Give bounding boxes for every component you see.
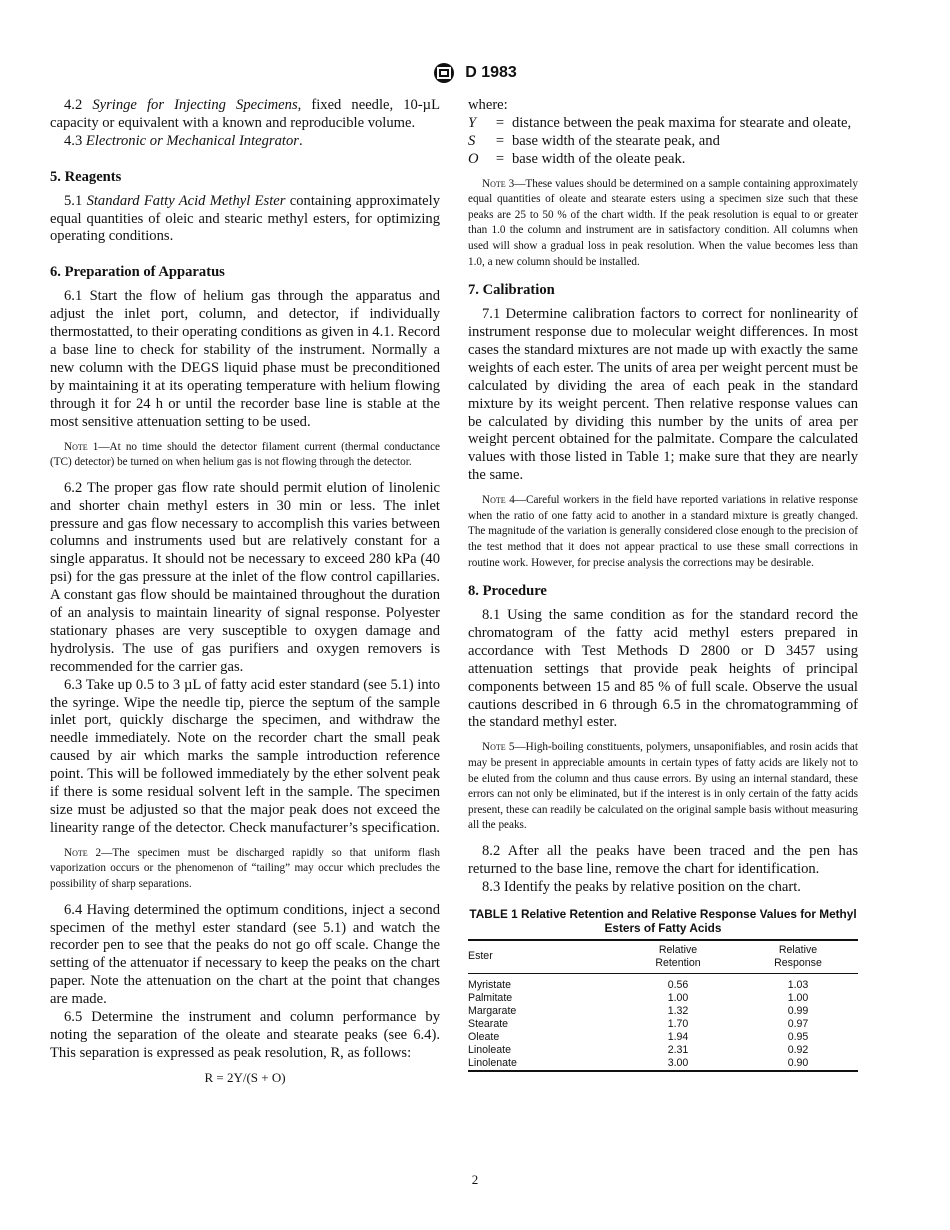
section-8-1: 8.1 Using the same condition as for the standard record the chromatogram of the fatty acid methyl esters prepared in accordance with Test Methods D 2800 or D 3457 using attenuation settings that provide peak heights of principal components between 15 and 85 % of full scale. Observe the usual cautions described in 6 through 6.5 in the chromatogramming of the standard methyl ester. — [468, 607, 858, 731]
variable-definitions — [468, 115, 858, 169]
table-row: Myristate 0.56 1.03 — [468, 978, 809, 991]
note-5: Note 5—High-boiling constituents, polymers, unsaponifiables, and rosin acids that may be present in appreciable amounts in certain types of fatty acids are likely not to be eluted from the column and thus cause errors. By using an internal standard, these errors can not only be eliminated, but if the interest is in only certain of the fatty acids present, these can readily be calculated on the original sample basis without measuring all the peaks. — [468, 741, 858, 832]
section-5-1: 5.1 Standard Fatty Acid Methyl Ester containing approximately equal quantities of oleic and stearic methyl esters, for optimizing operating conditions. — [50, 192, 440, 245]
section-4-2: 4.2 Syringe for Injecting Specimens, fixed needle, 10-µL capacity or equivalent with a known and reproducible volume. — [50, 97, 441, 131]
page-header — [0, 62, 950, 84]
table-row: Stearate 1.70 0.97 — [468, 1017, 809, 1030]
table-row: Palmitate 1.00 1.00 — [468, 991, 809, 1004]
section-6-5: 6.5 Determine the instrument and column performance by noting the separation of the oleate and stearate peaks (see 6.4). This separation is expressed as peak resolution, R, as follows: — [50, 1009, 440, 1061]
table-row: Oleate 1.94 0.95 — [468, 1030, 809, 1043]
table-1 — [468, 939, 858, 1072]
where-label: where: — [468, 97, 508, 113]
table-row: Linolenate 3.00 0.90 — [468, 1057, 858, 1071]
definition-o: O = base width of the oleate peak. — [468, 150, 686, 167]
table-row: Linoleate 2.31 0.92 — [468, 1043, 809, 1056]
table-row: Margarate 1.32 0.99 — [468, 1004, 809, 1017]
page-number: 2 — [471, 1172, 479, 1187]
heading-procedure: 8. Procedure — [468, 583, 547, 600]
note-4: Note 4—Careful workers in the field have reported variations in relative response when the ratio of one fatty acid to another in a standard mixture is greatly changed. The magnitude of the variation is generally considered close enough to the precision of the test method that it does not appear practical to use these small corrections in routine work. However, for precise analysis the corrections may be desirable. — [468, 494, 858, 569]
definition-y: Y = distance between the peak maxima for stearate and oleate, — [468, 114, 852, 131]
table-1-title: TABLE 1 Relative Retention and Relative Response Values for Methyl Esters of Fatty Acids — [469, 906, 857, 935]
section-6-1: 6.1 Start the flow of helium gas through the apparatus and adjust the inlet port, column, and detector, if individually thermostatted, to their operating conditions as given in 4.1. Record a base line to check for stability of the instrument. Normally a new column with the DEGS liquid phase must be preconditioned by maintaining it at its operating temperature with helium flowing through it for 24 h or until the recorder base line is stable at the most sensitive attenuation setting to be used. — [50, 288, 440, 430]
header-relative-response: Relative Response — [774, 943, 822, 969]
heading-reagents: 5. Reagents — [50, 168, 122, 185]
section-7-1: 7.1 Determine calibration factors to correct for nonlinearity of instrument response due to molecular weight differences. In most cases the standard mixtures are not made up with exactly the same weights of each ester. The units of area per weight percent must be calculated by dividing the area of each peak in the standard mixture by its weight percent. Then relative response values can be calculated by dividing this number by the units of area per weight percent obtained for the palmitate. Compare the calculated values with those listed in Table 1; make sure that they are nearly the same. — [468, 306, 858, 484]
section-8-2: 8.2 After all the peaks have been traced and the pen has returned to the base line, remove the chart for identification. — [468, 842, 858, 877]
right-column — [468, 97, 858, 1072]
section-6-2: 6.2 The proper gas flow rate should permit elution of linolenic and shorter chain methyl esters in 30 min or less. The inlet pressure and gas flow necessary to accomplish this varies between columns and instruments used but are relatively constant for a single apparatus. It should not be necessary to exceed 280 kPa (40 psi) for the gas pressure at the inlet of the flow control capillaries. A constant gas flow should be maintained throughout the duration of an analysis to maintain linearity of signal response. Polyester stationary phases are very susceptible to oxygen damage and hydrolysis. The use of gas purifiers and oxygen removers is recommended for the carrier gas. — [50, 479, 440, 675]
section-4-3: 4.3 Electronic or Mechanical Integrator. — [64, 132, 303, 149]
document-designation: D 1983 — [465, 64, 517, 81]
heading-preparation: 6. Preparation of Apparatus — [50, 264, 225, 281]
left-column — [50, 97, 440, 1087]
resolution-equation: R = 2Y/(S + O) — [204, 1069, 286, 1085]
note-2: Note 2—The specimen must be discharged rapidly so that uniform flash vaporization occurs or the phenomenon of “tailing” may occur which precludes the possibility of sharp separations. — [50, 846, 440, 890]
astm-logo-icon — [433, 62, 455, 84]
heading-calibration: 7. Calibration — [468, 282, 555, 299]
header-relative-retention: Relative Retention — [655, 943, 701, 969]
note-3: Note 3—These values should be determined on a sample containing approximately equal quantities of oleate and stearate esters using a specimen size such that these peaks are 25 to 50 % of the chart width. If the peak resolution is equal to or greater than 1.0 the column and instrument are in satisfactory condition. All columns when used will show a gradual loss in peak resolution. When the value becomes less than 1.0, a new column should be installed. — [468, 177, 858, 268]
note-1: Note 1—At no time should the detector filament current (thermal conductance (TC) detector) be turned on when helium gas is not flowing through the detector. — [50, 440, 440, 469]
section-6-3: 6.3 Take up 0.5 to 3 µL of fatty acid ester standard (see 5.1) into the syringe. Wipe the needle tip, pierce the septum of the sample inlet port, quickly discharge the specimen, and withdraw the needle immediately. Note on the recorder chart the small peak caused by air which marks the sample introduction reference point. This will be followed immediately by the ether solvent peak if there is some residual solvent left in the sample. The specimen size must be adjusted so that the major peak does not exceed the linearity range of the detector. Check manufacturer’s specification. — [50, 676, 440, 836]
definition-s: S = base width of the stearate peak, and — [468, 132, 720, 149]
table-header-row — [468, 940, 858, 974]
section-8-3: 8.3 Identify the peaks by relative position on the chart. — [482, 878, 801, 895]
header-ester: Ester — [468, 950, 493, 963]
section-6-4: 6.4 Having determined the optimum conditions, inject a second specimen of the methyl ester standard (see 5.1) and watch the recorder pen to see that the peaks do not go off scale. Change the setting of the attenuator if necessary to keep the peaks on the chart paper. Note the attenuation on the chart at the point that changes are made. — [50, 901, 440, 1008]
